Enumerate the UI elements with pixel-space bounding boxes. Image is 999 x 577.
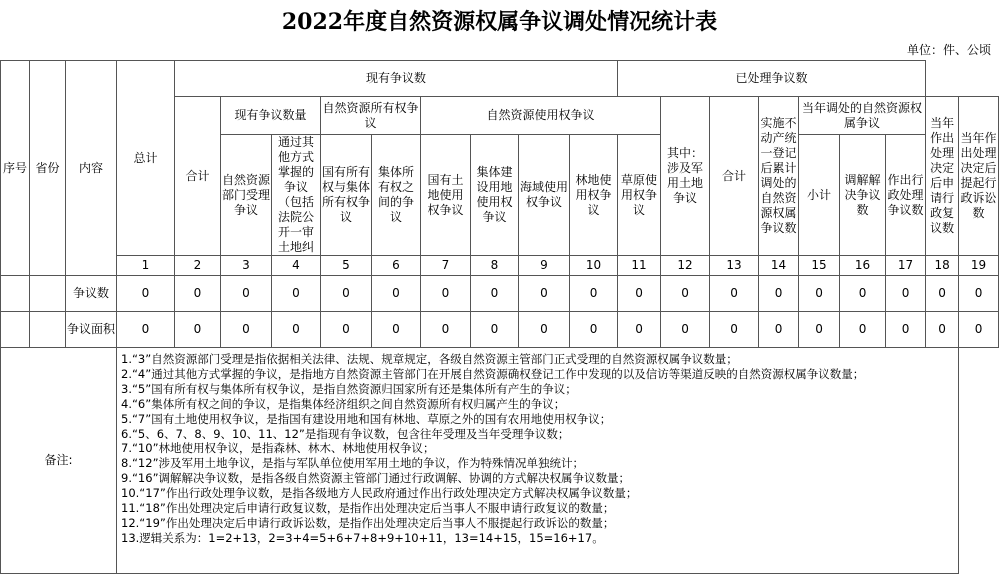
column-number: 12 [661,256,710,276]
note-line: 13.逻辑关系为：1=2+13，2=3+4=5+6+7+8+9+10+11，13=14+15，15=16+17。 [121,530,604,545]
table-cell: 0 [519,276,570,312]
header-other-way: 通过其他方式掌握的争议（包括法院公开一审土地纠 [272,135,321,256]
table-cell: 0 [840,276,886,312]
header-grass: 草原使用权争议 [618,135,661,256]
notes-label: 备注: [1,348,117,574]
notes-content [117,348,959,574]
table-cell: 0 [661,276,710,312]
column-number: 13 [710,256,759,276]
page-title: 2022年度自然资源权属争议调处情况统计表 [281,9,718,35]
header-admin-decision: 作出行政处理争议数 [886,135,926,256]
table-cell: 0 [372,276,421,312]
note-line: 8.“12”涉及军用土地争议，是指与军队单位使用军用土地的争议，作为特殊情况单独统计； [121,456,585,471]
column-number: 6 [372,256,421,276]
note-line: 11.“18”作出处理决定后申请行政复议数，是指作出处理决定后当事人不服申请行政复议的数量； [121,501,615,516]
header-sum2: 合计 [710,97,759,256]
table-cell: 0 [221,312,272,348]
header-collective-build: 集体建设用地使用权争议 [471,135,519,256]
note-line: 10.“17”作出行政处理争议数，是指各级地方人民政府通过作出行政处理决定方式解决权属争议数量； [121,486,638,501]
header-handled: 已处理争议数 [618,61,926,97]
column-number: 2 [175,256,221,276]
table-cell: 0 [175,312,221,348]
note-line: 2.“4”通过其他方式掌握的争议，是指地方自然资源主管部门在开展自然资源确权登记工作中发现的以及信访等渠道反映的自然资源权属争议数量； [121,366,865,381]
header-total: 总计 [117,61,175,256]
column-number: 16 [840,256,886,276]
table-cell: 0 [886,312,926,348]
note-line: 7.“10”林地使用权争议，是指森林、林木、林地使用权争议； [121,441,435,456]
table-row [1,276,999,312]
table-cell: 0 [221,276,272,312]
table-cell: 0 [321,276,372,312]
table-cell: 0 [618,312,661,348]
header-existing-count: 现有争议数量 [221,97,321,135]
column-number: 8 [471,256,519,276]
table-cell: 0 [886,276,926,312]
table-cell: 0 [710,276,759,312]
header-military: 其中：涉及军用土地争议 [661,97,710,256]
table-cell: 0 [471,312,519,348]
header-sum1: 合计 [175,97,221,256]
column-number: 18 [926,256,959,276]
table-cell: 0 [272,312,321,348]
column-number: 19 [959,256,999,276]
table-cell: 0 [372,312,421,348]
table-cell: 0 [759,312,799,348]
row-label: 争议数 [66,276,117,312]
column-number: 15 [799,256,840,276]
header-year-handled: 当年调处的自然资源权属争议 [799,97,926,135]
column-number: 17 [886,256,926,276]
header-seq: 序号 [1,61,30,276]
header-mediate: 调解解决争议数 [840,135,886,256]
unit-label: 单位：件、公顷 [906,43,991,57]
header-content: 内容 [66,61,117,276]
header-province: 省份 [30,61,66,276]
table-cell: 0 [661,312,710,348]
table-cell: 0 [471,276,519,312]
header-state-land: 国有土地使用权争议 [421,135,471,256]
column-number: 5 [321,256,372,276]
table-cell: 0 [421,276,471,312]
table-cell: 0 [175,276,221,312]
header-dept: 自然资源部门受理争议 [221,135,272,256]
note-line: 6.“5、6、7、8、9、10、11、12”是指现有争议数，包含往年受理及当年受理争议数； [121,426,570,441]
column-number: 9 [519,256,570,276]
table-cell: 0 [799,312,840,348]
statistics-table [0,60,999,574]
header-existing: 现有争议数 [175,61,618,97]
column-number-row [1,256,999,276]
note-line: 3.“5”国有所有权与集体所有权争议，是指自然资源归国家所有还是集体所有产生的争议； [121,381,577,396]
header-nat-use: 自然资源使用权争议 [421,97,661,135]
row-label: 争议面积 [66,312,117,348]
column-number: 11 [618,256,661,276]
header-lawsuit: 当年作出处理决定后提起行政诉讼数 [959,97,999,256]
column-number: 10 [570,256,618,276]
note-line: 5.“7”国有土地使用权争议，是指国有建设用地和国有林地、草原之外的国有农用地使用权争议； [121,411,612,426]
table-cell: 0 [421,312,471,348]
note-line: 12.“19”作出处理决定后申请行政诉讼数，是指作出处理决定后当事人不服提起行政诉讼的数量； [121,515,615,530]
column-number: 14 [759,256,799,276]
header-subtotal: 小计 [799,135,840,256]
table-cell: 0 [710,312,759,348]
notes-row [1,348,999,574]
column-number: 1 [117,256,175,276]
table-cell: 0 [840,312,886,348]
table-cell: 0 [321,312,372,348]
column-number: 7 [421,256,471,276]
header-not-registered: 实施不动产统一登记后累计调处的自然资源权属争议数 [759,97,799,256]
note-line: 4.“6”集体所有权之间的争议，是指集体经济组织之间自然资源所有权归属产生的争议； [121,396,566,411]
table-cell: 0 [759,276,799,312]
header-forest: 林地使用权争议 [570,135,618,256]
table-cell: 0 [926,312,959,348]
table-cell: 0 [959,312,999,348]
table-row [1,312,999,348]
column-number: 3 [221,256,272,276]
note-line: 1.“3”自然资源部门受理是指依据相关法律、法规、规章规定，各级自然资源主管部门正式受理的自然资源权属争议数量； [121,352,738,366]
column-number: 4 [272,256,321,276]
table-cell: 0 [799,276,840,312]
table-cell: 0 [926,276,959,312]
table-cell: 0 [117,312,175,348]
header-sea: 海域使用权争议 [519,135,570,256]
note-line: 9.“16”调解解决争议数，是指各级自然资源主管部门通过行政调解、协调的方式解决权属争议数量； [121,471,631,486]
table-cell: 0 [272,276,321,312]
table-cell: 0 [959,276,999,312]
header-state-collective: 国有所有权与集体所有权争议 [321,135,372,256]
header-review: 当年作出处理决定后申请行政复议数 [926,97,959,256]
table-cell: 0 [570,312,618,348]
header-nat-owner: 自然资源所有权争议 [321,97,421,135]
table-cell: 0 [519,312,570,348]
table-cell: 0 [618,276,661,312]
header-collective-between: 集体所有权之间的争议 [372,135,421,256]
table-cell: 0 [117,276,175,312]
table-cell: 0 [570,276,618,312]
